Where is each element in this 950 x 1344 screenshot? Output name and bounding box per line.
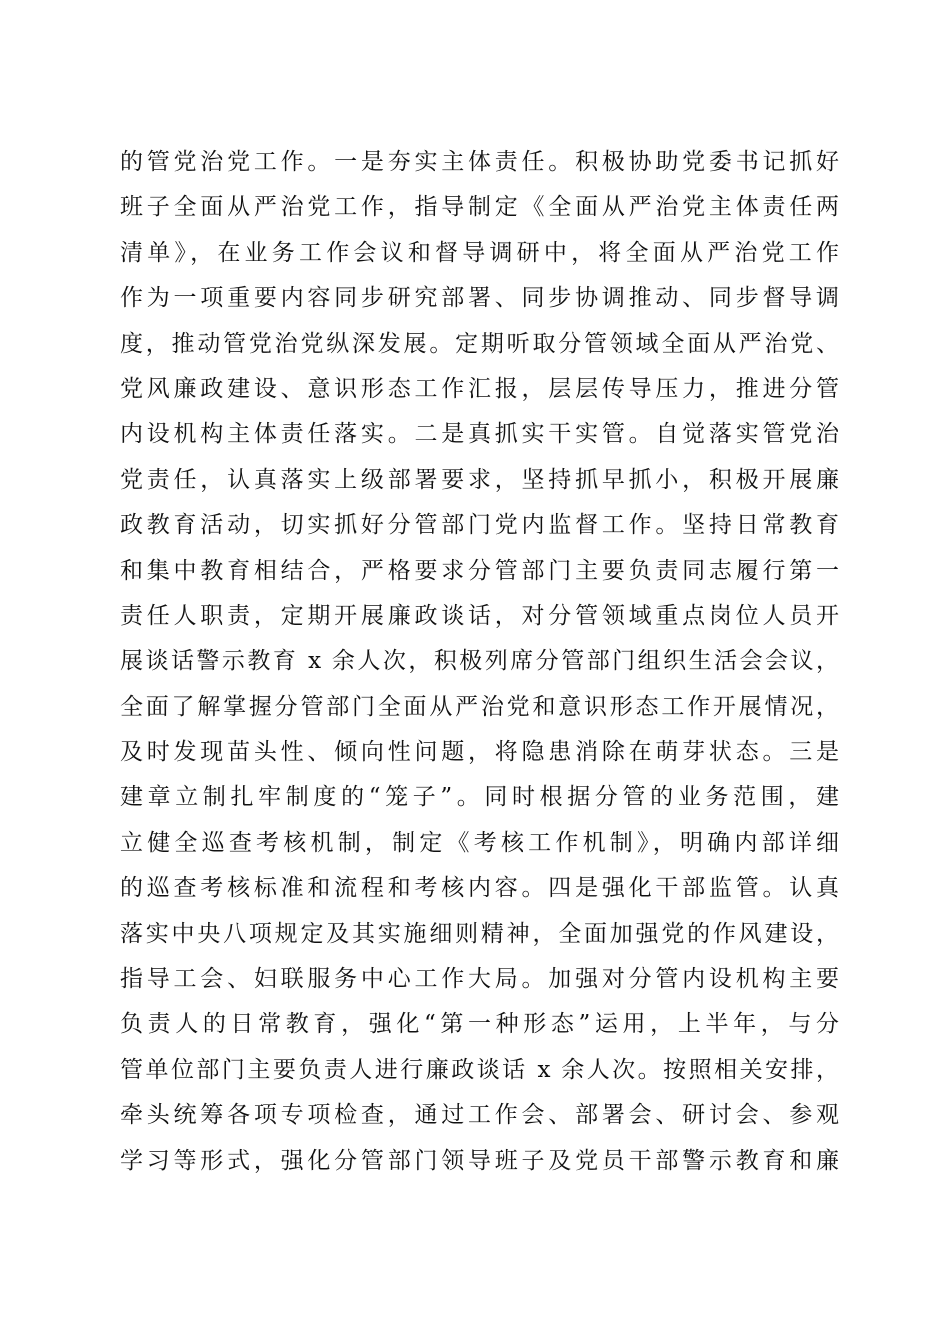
body-line: 全面了解掌握分管部门全面从严治党和意识形态工作开展情况，: [120, 693, 840, 720]
body-line: 党风廉政建设、意识形态工作汇报，层层传导压力，推进分管: [120, 375, 840, 402]
body-line: 内设机构主体责任落实。二是真抓实干实管。自觉落实管党治: [120, 421, 840, 448]
document-body: [120, 140, 840, 1184]
body-line: 牵头统筹各项专项检查，通过工作会、部署会、研讨会、参观: [120, 1102, 840, 1129]
body-line: 学习等形式，强化分管部门领导班子及党员干部警示教育和廉: [120, 1147, 840, 1174]
body-line: 政教育活动，切实抓好分管部门党内监督工作。坚持日常教育: [120, 512, 840, 539]
body-line: 指导工会、妇联服务中心工作大局。加强对分管内设机构主要: [120, 966, 840, 993]
body-line: 作为一项重要内容同步研究部署、同步协调推动、同步督导调: [120, 285, 840, 312]
body-line: 的管党治党工作。一是夯实主体责任。积极协助党委书记抓好: [120, 149, 840, 175]
body-line: 的巡查考核标准和流程和考核内容。四是强化干部监管。认真: [120, 875, 840, 902]
body-line: 展谈话警示教育 x 余人次，积极列席分管部门组织生活会会议，: [120, 648, 840, 675]
body-line: 负责人的日常教育，强化“第一种形态”运用，上半年，与分: [120, 1011, 840, 1038]
body-line: 责任人职责，定期开展廉政谈话，对分管领域重点岗位人员开: [120, 602, 840, 629]
body-line: 度，推动管党治党纵深发展。定期听取分管领域全面从严治党、: [120, 330, 840, 357]
body-line: 管单位部门主要负责人进行廉政谈话 x 余人次。按照相关安排，: [120, 1056, 840, 1083]
body-line: 班子全面从严治党工作，指导制定《全面从严治党主体责任两: [120, 194, 840, 221]
body-line: 清单》，在业务工作会议和督导调研中，将全面从严治党工作: [120, 239, 840, 266]
body-line: 及时发现苗头性、倾向性问题，将隐患消除在萌芽状态。三是: [120, 739, 840, 766]
body-line: 和集中教育相结合，严格要求分管部门主要负责同志履行第一: [120, 557, 840, 584]
body-line: 建章立制扎牢制度的“笼子”。同时根据分管的业务范围，建: [120, 784, 840, 811]
body-line: 党责任，认真落实上级部署要求，坚持抓早抓小，积极开展廉: [120, 466, 840, 493]
body-line: 落实中央八项规定及其实施细则精神，全面加强党的作风建设，: [120, 920, 840, 947]
body-line: 立健全巡查考核机制，制定《考核工作机制》，明确内部详细: [120, 829, 840, 856]
